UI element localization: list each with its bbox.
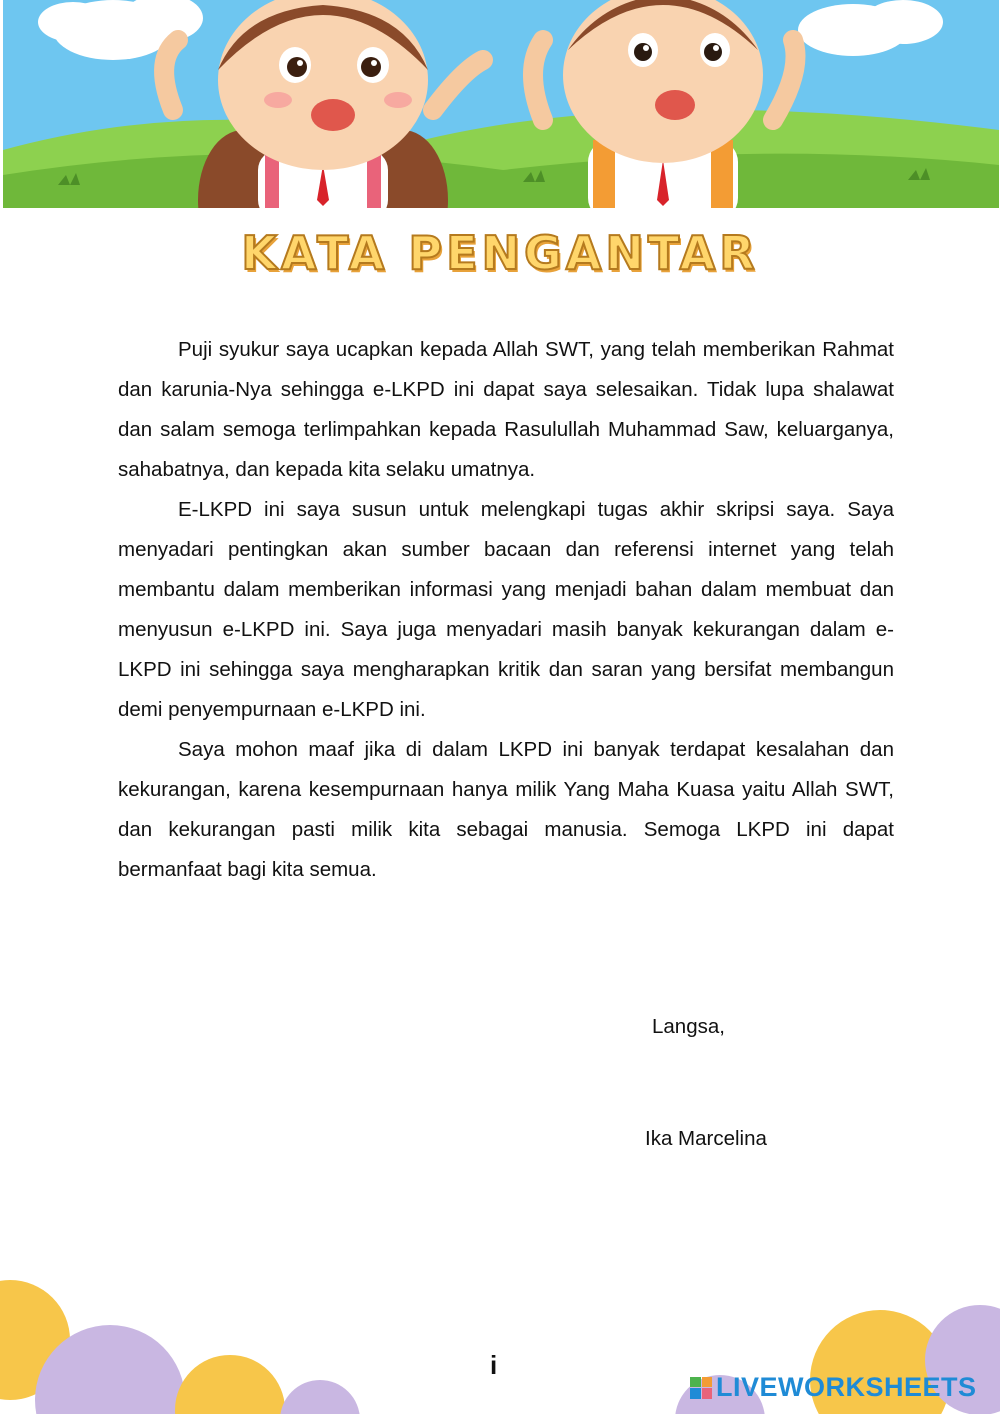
brand-name: LIVEWORKSHEETS [716,1372,977,1402]
liveworksheets-logo-icon [690,1377,712,1399]
paragraph: Saya mohon maaf jika di dalam LKPD ini banyak terdapat kesalahan dan kekurangan, karena kesempurnaan hanya milik Yang Maha Kuasa yaitu Allah SWT, dan kekurangan pasti milik kita sebagai manusia. Semoga LKPD ini dapat bermanfaat bagi kita semua. [118,738,894,881]
signer-name: Ika Marcelina [645,1127,767,1150]
header-banner-image [3,0,999,208]
page-title: KATA PENGANTAR [241,226,759,280]
page-number: i [490,1350,498,1380]
paragraph: E-LKPD ini saya susun untuk melengkapi tugas akhir skripsi saya. Saya menyadari pentingkan akan sumber bacaan dan referensi internet yang telah membantu dalam memberikan informasi yang menjadi bahan dalam membuat dan menyusun e-LKPD ini. Saya juga menyadari masih banyak kekurangan dalam e-LKPD ini sehingga saya mengharapkan kritik dan saran yang bersifat membangun demi penyempurnaan e-LKPD ini. [118,498,894,721]
preface-body [118,330,894,890]
paragraph: Puji syukur saya ucapkan kepada Allah SWT, yang telah memberikan Rahmat dan karunia-Nya sehingga e-LKPD ini dapat saya selesaikan. Tidak lupa shalawat dan salam semoga terlimpahkan kepada Rasulullah Muhammad Saw, keluarganya, sahabatnya, dan kepada kita selaku umatnya. [118,338,894,481]
liveworksheets-watermark [690,1372,977,1403]
closing-place: Langsa, [652,1015,725,1038]
